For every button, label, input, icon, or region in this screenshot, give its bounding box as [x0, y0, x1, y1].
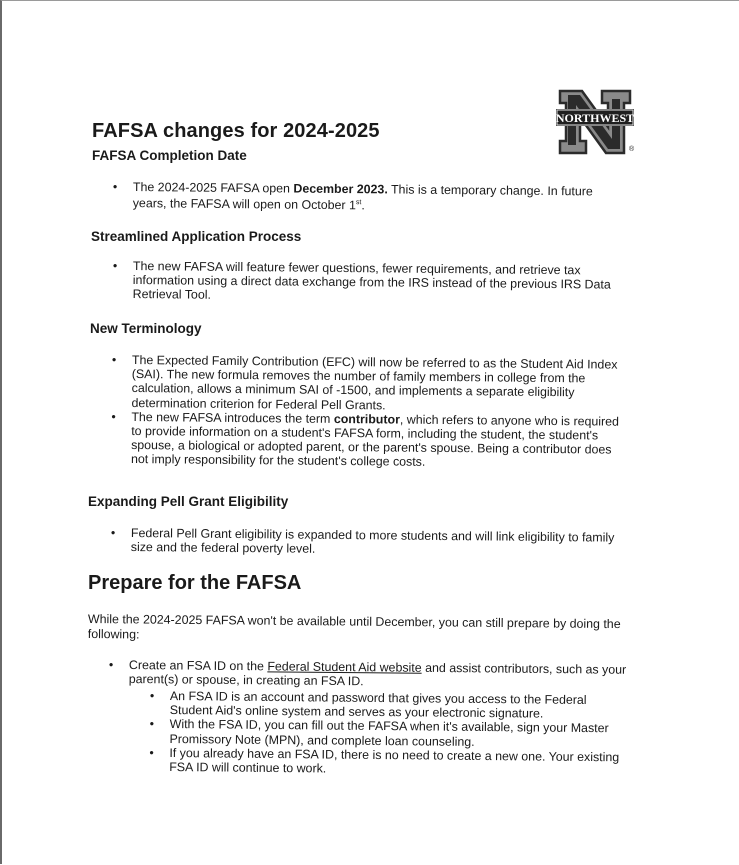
list-item: • Create an FSA ID on the Federal Student Aid website and assist contributors, such as your parent(s) or spouse, in creating an FSA ID.: [108, 657, 627, 689]
bullet: •: [149, 717, 155, 732]
prepare-intro: While the 2024-2025 FAFSA won't be available until December, you can still prepare by doing the following:: [87, 612, 621, 642]
federal-student-aid-link[interactable]: Federal Student Aid website: [267, 659, 422, 675]
bullet: •: [108, 657, 114, 672]
bullet: •: [111, 409, 116, 424]
bullet: •: [112, 258, 118, 273]
list-item: • The Expected Family Contribution (EFC) will now be referred to as the Student Aid Index (SAI). The new formula removes the number of family members in college from the calculation, allows a minimum SAI of -1500, and implements a separate eligibility determination criterion for Federal Pell Grants.: [111, 352, 618, 413]
list-item: • If you already have an FSA ID, there is no need to create a new one. Your existing FSA ID will continue to work.: [149, 745, 620, 776]
prepare-list: [108, 657, 629, 691]
bullet: •: [111, 352, 117, 367]
completion-list: [112, 179, 613, 215]
northwest-n-icon: [556, 89, 634, 155]
terminology-heading: New Terminology: [90, 321, 202, 336]
pell-heading: Expanding Pell Grant Eligibility: [88, 494, 289, 509]
list-item: • The new FAFSA introduces the term contributor, which refers to anyone who is required to provide information on a student's FAFSA form, including the student, the student's spouse, a biological or adopted parent, or the parent's spouse. Being a contributor does not imply responsibility for the student's college costs.: [111, 409, 620, 470]
bullet: •: [149, 745, 154, 760]
bullet: •: [112, 179, 118, 194]
list-item: • The new FAFSA will feature fewer questions, fewer requirements, and retrieve tax information using a direct data exchange from the IRS instead of the previous IRS Data Retrieval Tool.: [112, 258, 611, 303]
list-item: • An FSA ID is an account and password that gives you access to the Federal Student Aid's online system and serves as your electronic signature.: [149, 688, 587, 721]
streamlined-heading: Streamlined Application Process: [91, 229, 302, 244]
streamlined-list: [112, 258, 629, 306]
list-item: • The 2024-2025 FAFSA open December 2023. This is a temporary change. In future years, the FAFSA will open on October 1st.: [112, 179, 593, 213]
list-item: • Federal Pell Grant eligibility is expanded to more students and will link eligibility to family size and the federal poverty level.: [110, 525, 615, 556]
list-item: • With the FSA ID, you can fill out the FAFSA when it's available, sign your Master Promissory Note (MPN), and complete loan counseling.: [149, 717, 609, 749]
bullet: •: [149, 688, 155, 703]
pell-list: [110, 525, 637, 559]
logo-text: NORTHWEST: [556, 111, 634, 125]
northwest-logo: [556, 89, 634, 155]
bullet: •: [110, 525, 116, 540]
prepare-heading: Prepare for the FAFSA: [88, 572, 302, 594]
registered-mark: ®: [629, 146, 635, 153]
page-title: FAFSA changes for 2024-2025: [92, 120, 380, 142]
prepare-sublist: [149, 688, 630, 779]
terminology-list: [111, 352, 632, 471]
completion-date-heading: FAFSA Completion Date: [92, 148, 247, 163]
